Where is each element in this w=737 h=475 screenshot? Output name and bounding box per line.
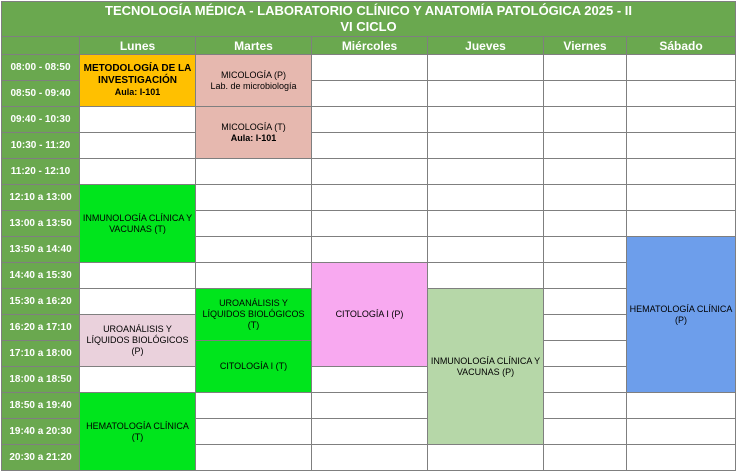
time-slot: 11:20 - 12:10	[2, 159, 80, 185]
day-header-lunes: Lunes	[80, 37, 196, 55]
empty-cell	[627, 159, 736, 185]
empty-cell	[544, 159, 627, 185]
time-slot: 13:50 a 14:40	[2, 237, 80, 263]
title-line-2: VI CICLO	[340, 19, 397, 34]
empty-cell	[428, 107, 544, 133]
empty-cell	[428, 211, 544, 237]
course-name: HEMATOLOGÍA CLÍNICA (P)	[629, 303, 733, 325]
course-room: Lab. de microbiología	[210, 80, 297, 91]
empty-cell	[80, 367, 196, 393]
time-slot: 09:40 - 10:30	[2, 107, 80, 133]
empty-cell	[196, 445, 312, 471]
title-line-1: TECNOLOGÍA MÉDICA - LABORATORIO CLÍNICO Y ANATOMÍA PATOLÓGICA 2025 - II	[105, 3, 633, 18]
empty-cell	[627, 133, 736, 159]
time-slot: 13:00 a 13:50	[2, 211, 80, 237]
course-uroanalisis-t[interactable]	[196, 289, 312, 341]
empty-cell	[627, 393, 736, 419]
empty-cell	[428, 237, 544, 263]
time-slot: 14:40 a 15:30	[2, 263, 80, 289]
empty-cell	[544, 237, 627, 263]
course-hematologia-t[interactable]	[80, 393, 196, 471]
empty-cell	[312, 393, 428, 419]
time-slot: 20:30 a 21:20	[2, 445, 80, 471]
day-header-martes: Martes	[196, 37, 312, 55]
course-metodologia[interactable]	[80, 55, 196, 107]
empty-cell	[196, 159, 312, 185]
course-name: METODOLOGÍA DE LA INVESTIGACIÓN	[83, 63, 192, 86]
empty-cell	[627, 419, 736, 445]
time-slot: 08:50 - 09:40	[2, 81, 80, 107]
empty-cell	[312, 185, 428, 211]
time-slot: 10:30 - 11:20	[2, 133, 80, 159]
course-inmunologia-p[interactable]	[428, 289, 544, 445]
empty-cell	[627, 81, 736, 107]
schedule-table	[1, 1, 736, 471]
time-slot: 17:10 a 18:00	[2, 341, 80, 367]
course-name: CITOLOGÍA I (T)	[219, 361, 288, 371]
course-name: HEMATOLOGÍA CLÍNICA (T)	[86, 420, 189, 442]
course-citologia-t[interactable]	[196, 341, 312, 393]
course-hematologia-p[interactable]	[627, 237, 736, 393]
empty-cell	[627, 185, 736, 211]
corner-cell	[2, 37, 80, 55]
course-micologia-t[interactable]	[196, 107, 312, 159]
empty-cell	[428, 445, 544, 471]
course-name: UROANÁLISIS Y LÍQUIDOS BIOLÓGICOS (P)	[86, 324, 189, 356]
empty-cell	[80, 159, 196, 185]
empty-cell	[544, 81, 627, 107]
empty-cell	[80, 133, 196, 159]
empty-cell	[544, 211, 627, 237]
course-micologia-p[interactable]	[196, 55, 312, 107]
empty-cell	[312, 55, 428, 81]
empty-cell	[544, 185, 627, 211]
empty-cell	[312, 367, 428, 393]
course-room: Aula: I-101	[114, 87, 161, 97]
empty-cell	[196, 211, 312, 237]
time-slot: 19:40 a 20:30	[2, 419, 80, 445]
empty-cell	[544, 315, 627, 341]
empty-cell	[80, 289, 196, 315]
day-header-viernes: Viernes	[544, 37, 627, 55]
course-citologia-p[interactable]	[312, 263, 428, 367]
empty-cell	[196, 185, 312, 211]
empty-cell	[196, 263, 312, 289]
empty-cell	[627, 55, 736, 81]
empty-cell	[627, 445, 736, 471]
empty-cell	[312, 211, 428, 237]
time-slot: 18:00 a 18:50	[2, 367, 80, 393]
empty-cell	[196, 393, 312, 419]
empty-cell	[80, 107, 196, 133]
empty-cell	[196, 419, 312, 445]
empty-cell	[428, 159, 544, 185]
course-inmunologia-t[interactable]	[80, 185, 196, 263]
course-room: Aula: I-101	[230, 132, 277, 143]
empty-cell	[312, 419, 428, 445]
empty-cell	[312, 159, 428, 185]
empty-cell	[544, 341, 627, 367]
empty-cell	[428, 133, 544, 159]
empty-cell	[544, 289, 627, 315]
empty-cell	[544, 55, 627, 81]
day-header-sabado: Sábado	[627, 37, 736, 55]
empty-cell	[627, 211, 736, 237]
empty-cell	[428, 81, 544, 107]
empty-cell	[544, 445, 627, 471]
schedule-title	[2, 2, 736, 37]
course-name: UROANÁLISIS Y LÍQUIDOS BIOLÓGICOS (T)	[202, 298, 305, 330]
empty-cell	[544, 107, 627, 133]
empty-cell	[312, 81, 428, 107]
empty-cell	[428, 263, 544, 289]
course-name: MICOLOGÍA (P)	[220, 69, 286, 80]
empty-cell	[196, 237, 312, 263]
time-slot: 18:50 a 19:40	[2, 393, 80, 419]
time-slot: 16:20 a 17:10	[2, 315, 80, 341]
course-name: INMUNOLOGÍA CLÍNICA Y VACUNAS (T)	[82, 212, 193, 234]
empty-cell	[544, 367, 627, 393]
empty-cell	[544, 393, 627, 419]
time-slot: 08:00 - 08:50	[2, 55, 80, 81]
course-name: CITOLOGÍA I (P)	[335, 309, 404, 319]
time-slot: 12:10 a 13:00	[2, 185, 80, 211]
course-uroanalisis-p[interactable]	[80, 315, 196, 367]
empty-cell	[544, 419, 627, 445]
empty-cell	[544, 133, 627, 159]
empty-cell	[544, 263, 627, 289]
empty-cell	[428, 55, 544, 81]
time-slot: 15:30 a 16:20	[2, 289, 80, 315]
empty-cell	[428, 185, 544, 211]
empty-cell	[312, 107, 428, 133]
empty-cell	[80, 263, 196, 289]
day-header-miercoles: Miércoles	[312, 37, 428, 55]
empty-cell	[312, 133, 428, 159]
empty-cell	[627, 107, 736, 133]
empty-cell	[312, 237, 428, 263]
day-header-jueves: Jueves	[428, 37, 544, 55]
empty-cell	[312, 445, 428, 471]
course-name: INMUNOLOGÍA CLÍNICA Y VACUNAS (P)	[430, 355, 541, 377]
course-name: MICOLOGÍA (T)	[221, 121, 286, 132]
